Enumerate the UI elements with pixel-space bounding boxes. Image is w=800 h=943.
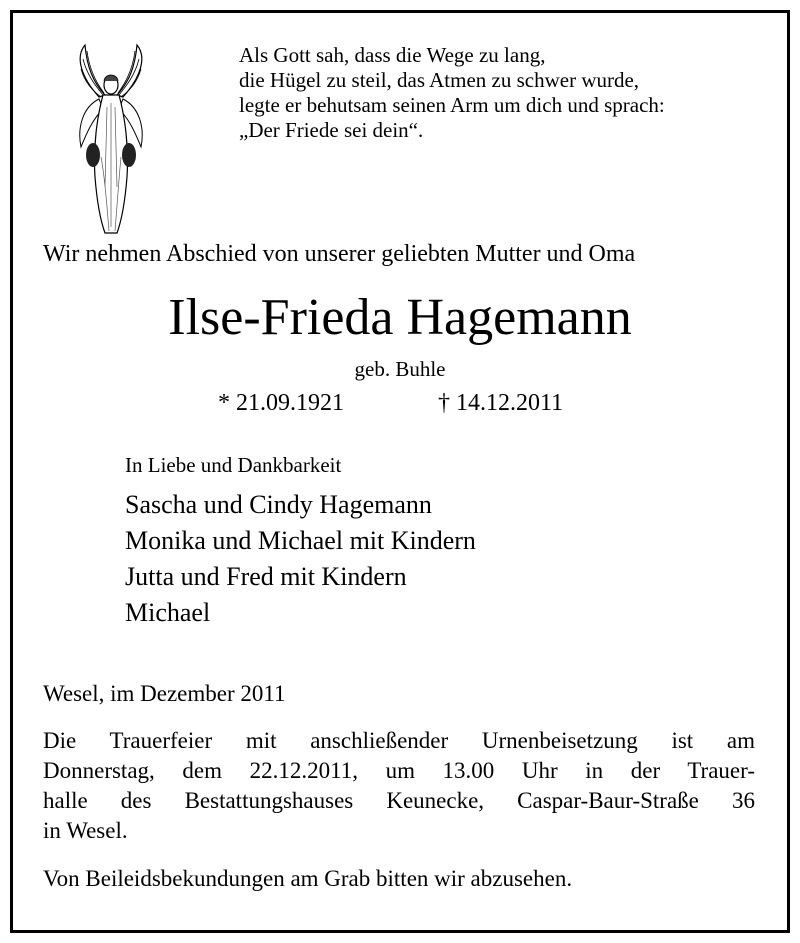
mourners-heading: In Liebe und Dankbarkeit bbox=[125, 453, 342, 477]
farewell-intro: Wir nehmen Abschied von unserer geliebten Mutter und Oma bbox=[43, 241, 636, 267]
mourner-name: Michael bbox=[125, 598, 211, 627]
birth-date: * 21.09.1921 bbox=[218, 390, 344, 416]
angel-icon bbox=[71, 37, 151, 237]
closing-note: Von Beileidsbekundungen am Grab bitten wir abzusehen. bbox=[43, 866, 573, 891]
ceremony-line: in Wesel. bbox=[43, 818, 128, 843]
obituary-notice bbox=[10, 10, 790, 933]
poem bbox=[239, 43, 665, 143]
ceremony-line: Die Trauerfeier mit anschließender Urnenbeisetzung ist am bbox=[43, 728, 755, 753]
death-date: † 14.12.2011 bbox=[438, 390, 564, 416]
deceased-name: Ilse-Frieda Hagemann bbox=[168, 289, 632, 346]
ceremony-info bbox=[43, 726, 755, 846]
ceremony-line: Donnerstag, dem 22.12.2011, um 13.00 Uhr in der Trauer- bbox=[43, 758, 755, 783]
poem-line: Als Gott sah, dass die Wege zu lang, bbox=[239, 43, 546, 67]
poem-line: die Hügel zu steil, das Atmen zu schwer wurde, bbox=[239, 68, 640, 92]
mourner-name: Jutta und Fred mit Kindern bbox=[125, 562, 407, 591]
mourners-list bbox=[125, 487, 476, 631]
poem-line: „Der Friede sei dein“. bbox=[239, 118, 424, 142]
place-date: Wesel, im Dezember 2011 bbox=[43, 681, 286, 706]
poem-line: legte er behutsam seinen Arm um dich und sprach: bbox=[239, 93, 665, 117]
mourner-name: Monika und Michael mit Kindern bbox=[125, 526, 476, 555]
mourner-name: Sascha und Cindy Hagemann bbox=[125, 490, 432, 519]
ceremony-line: halle des Bestattungshauses Keunecke, Caspar-Baur-Straße 36 bbox=[43, 788, 755, 813]
maiden-name: geb. Buhle bbox=[354, 357, 446, 381]
